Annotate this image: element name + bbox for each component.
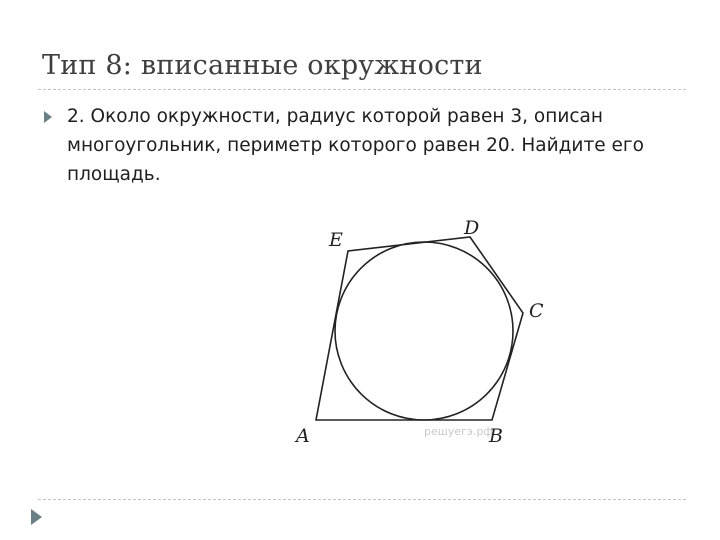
vertex-label-b: B [489,425,503,447]
footer-divider [38,499,686,500]
slide-title: Тип 8: вписанные окружности [42,50,483,81]
vertex-label-e: E [329,229,343,251]
polygon-abcde [316,237,523,420]
play-triangle-icon[interactable] [31,509,42,525]
vertex-label-c: C [529,300,544,322]
problem-text: 2. Около окружности, радиус которой равен 3, описан многоугольник, периметр которого равен 20. Найдите его площадь. [67,106,644,185]
geometry-figure [280,205,560,455]
title-divider [38,89,686,90]
vertex-label-d: D [464,217,480,239]
watermark: решуегэ.рф [424,425,493,438]
triangle-bullet-icon [44,111,52,123]
vertex-label-a: A [296,425,310,447]
inscribed-circle [335,242,513,420]
